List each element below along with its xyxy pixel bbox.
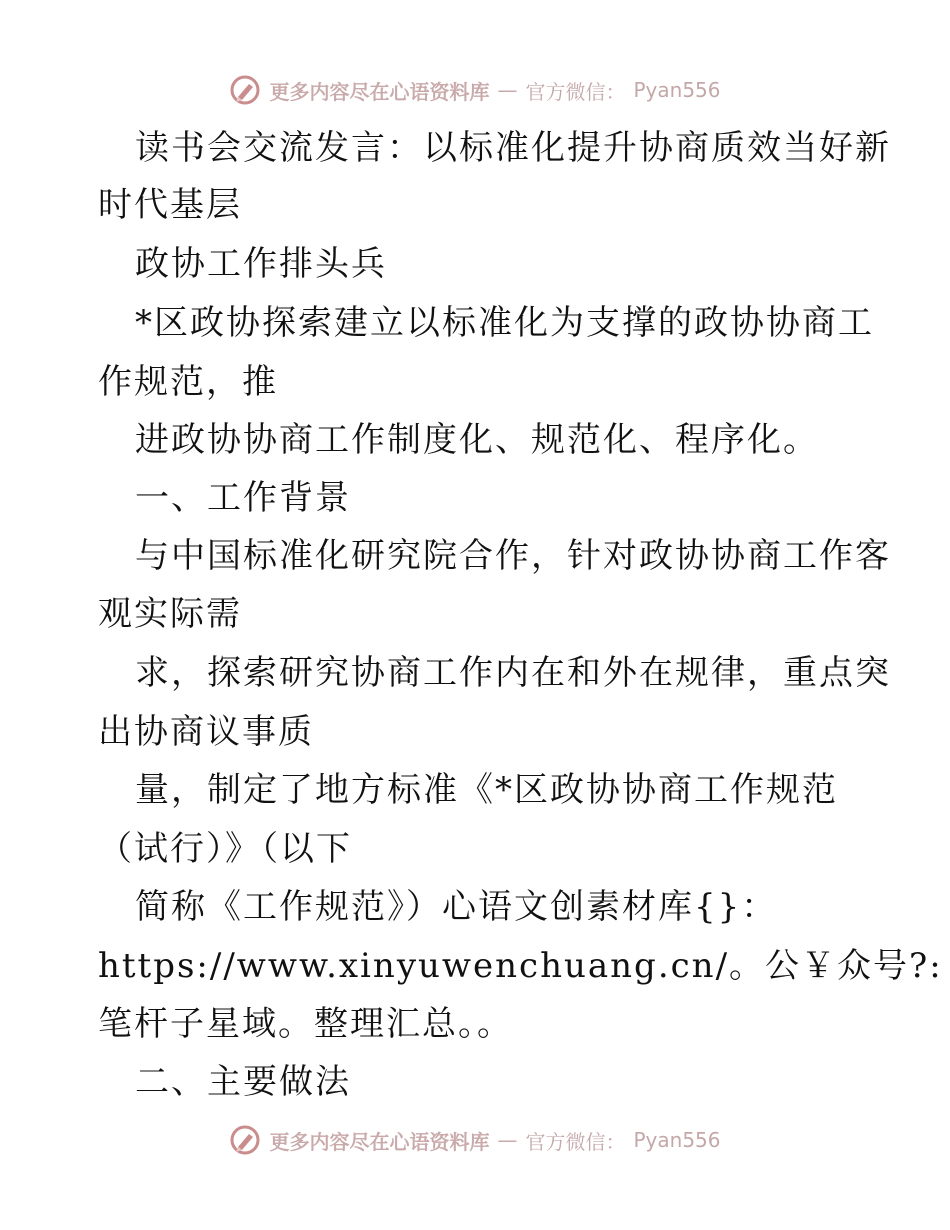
body-line-7: 一、工作背景: [135, 478, 351, 518]
footer-watermark: [0, 1120, 950, 1160]
body-line-1: 读书会交流发言：以标准化提升协商质效当好新: [135, 128, 891, 168]
body-line-2: 时代基层: [98, 185, 242, 225]
header-watermark: [0, 70, 950, 110]
pen-logo-icon: [229, 74, 261, 106]
watermark-main-text: 更多内容尽在心语资料库: [269, 79, 490, 104]
body-line-10: 求，探索研究协商工作内在和外在规律，重点突: [135, 653, 891, 693]
pen-logo-icon: [229, 1124, 261, 1156]
body-line-4: *区政协探索建立以标准化为支撑的政协协商工: [135, 303, 874, 343]
body-line-14: 简称《工作规范》）心语文创素材库{}：: [135, 887, 778, 927]
watermark-separator: —: [497, 78, 518, 102]
watermark-sub-text: 官方微信：: [525, 1129, 626, 1154]
body-line-8: 与中国标准化研究院合作，针对政协协商工作客: [135, 536, 891, 576]
watermark-separator: —: [497, 1128, 518, 1152]
watermark-account: Pyan556: [633, 1128, 721, 1152]
body-line-6: 进政协协商工作制度化、规范化、程序化。: [135, 420, 819, 460]
body-line-13: （试行）》（以下: [98, 829, 352, 869]
watermark-account: Pyan556: [633, 78, 721, 102]
body-line-16: 笔杆子星域。整理汇总。。: [98, 1004, 513, 1044]
body-line-17: 二、主要做法: [135, 1062, 351, 1102]
body-line-3: 政协工作排头兵: [135, 244, 387, 284]
watermark-sub-text: 官方微信：: [525, 79, 626, 104]
watermark-main-text: 更多内容尽在心语资料库: [269, 1129, 490, 1154]
body-line-11: 出协商议事质: [98, 712, 314, 752]
body-line-15: https://www.xinyuwenchuang.cn/。公￥众号?:: [98, 946, 943, 986]
body-line-9: 观实际需: [98, 594, 242, 634]
body-line-5: 作规范，推: [98, 362, 278, 402]
body-line-12: 量，制定了地方标准《*区政协协商工作规范: [135, 770, 838, 810]
